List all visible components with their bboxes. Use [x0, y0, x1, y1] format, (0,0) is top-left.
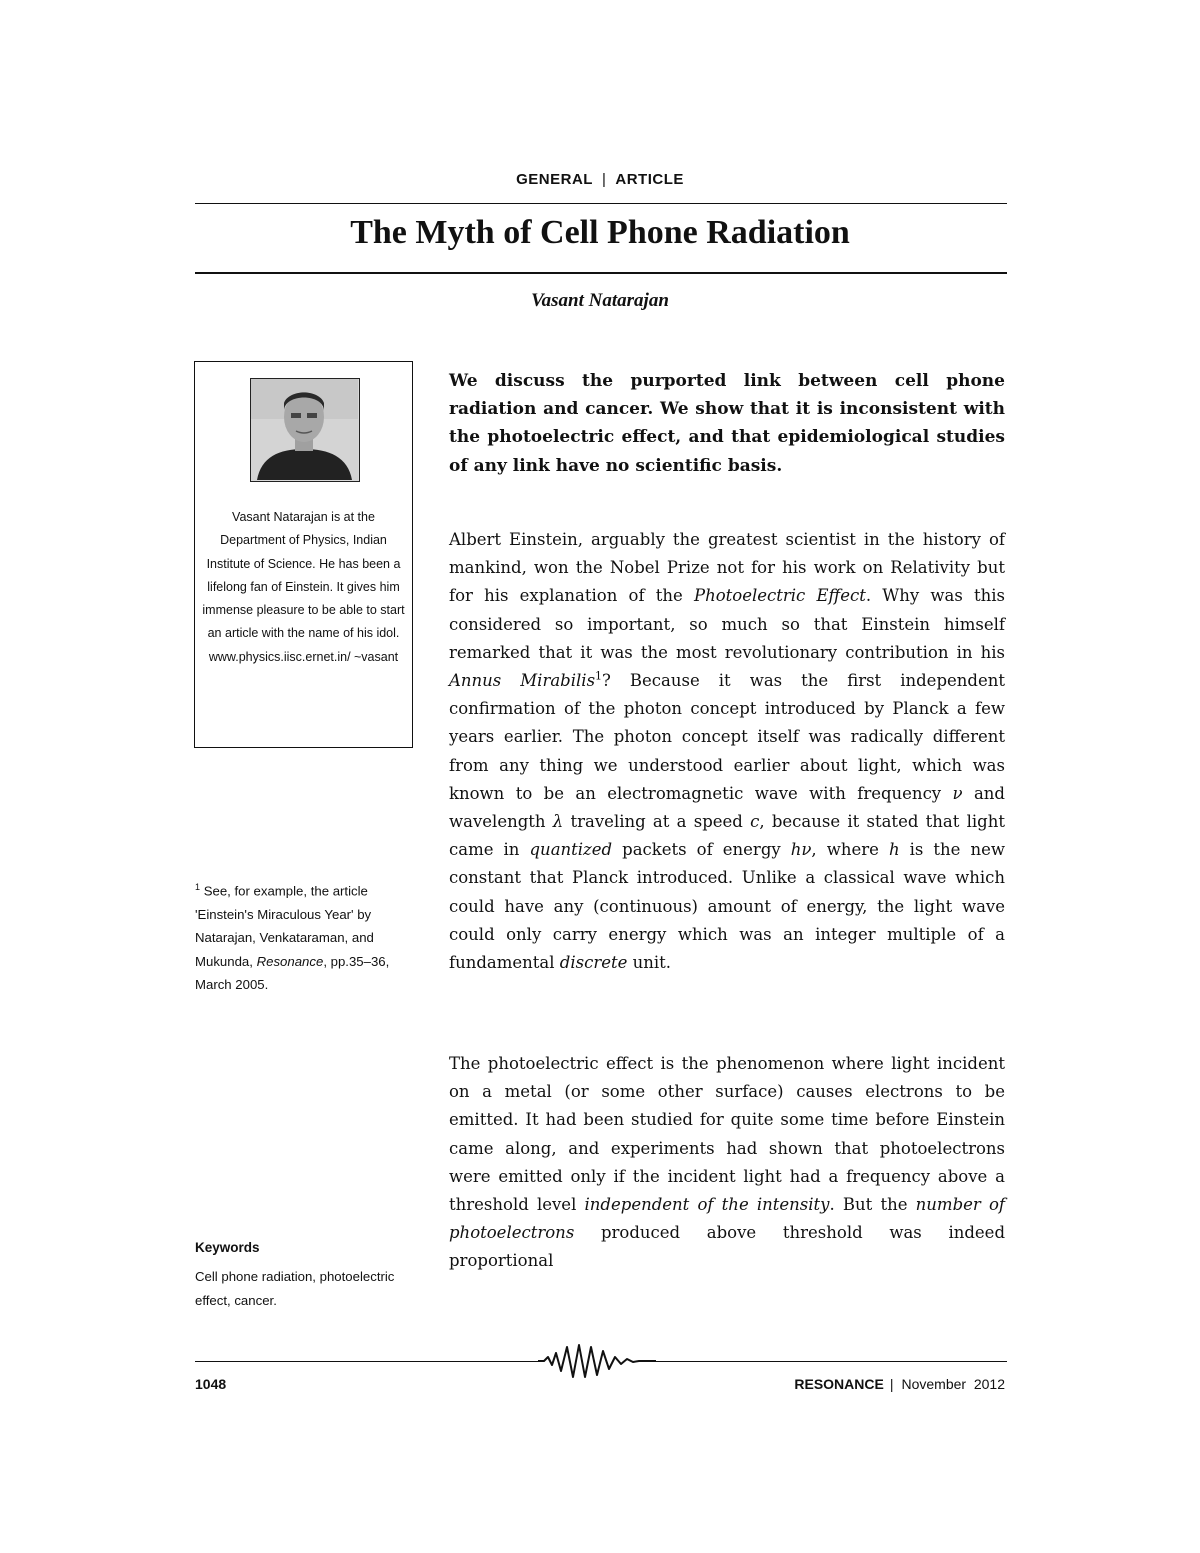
- para1-symbol-lambda: λ: [552, 812, 564, 832]
- footnote-text-pre: See, for example, the article 'Einstein's Miraculous Year' by Natarajan, Venkataraman, and Mukunda,: [195, 883, 374, 969]
- paragraph-2: [449, 1050, 1005, 1276]
- footnote-marker: 1: [195, 882, 201, 892]
- para1-symbol-h: h: [888, 840, 900, 860]
- author-bio-url[interactable]: www.physics.iisc.ernet.in/ ~vasant: [208, 649, 399, 664]
- author-photo: [250, 378, 360, 482]
- section-label: [0, 171, 1200, 188]
- footer-rule-left: [195, 1361, 542, 1362]
- keywords-text: Cell phone radiation, photoelectric effect, cancer.: [195, 1269, 395, 1308]
- footnote-journal: Resonance: [256, 953, 324, 969]
- header-rule-bottom: [195, 272, 1007, 274]
- para1-emph-discrete: discrete: [559, 953, 628, 973]
- footer-rule-right: [652, 1361, 1007, 1362]
- para1-text-l: unit.: [627, 953, 672, 973]
- para1-text-h: , because it stated that light came in: [449, 812, 1005, 860]
- footnote-text-post: , pp.35–36, March 2005.: [195, 953, 390, 993]
- para2-text-e: produced above threshold was indeed proportional: [449, 1223, 1005, 1271]
- section-name: GENERAL: [516, 171, 593, 188]
- page-number: 1048: [195, 1376, 227, 1392]
- author-name: Vasant Natarajan: [531, 290, 669, 311]
- resonance-wave-logo-icon: [538, 1341, 656, 1381]
- para1-text-c: . Why was this considered so important, so much so that Einstein himself remarked that it was the most revolutionary contribution in his: [449, 586, 1005, 662]
- para1-emph-annus-mirabilis: Annus Mirabilis: [449, 671, 596, 691]
- article-title: The Myth of Cell Phone Radiation: [350, 214, 850, 251]
- article-type: ARTICLE: [615, 171, 684, 188]
- section-separator: |: [601, 171, 607, 188]
- para2-text-a: The photoelectric effect is the phenomenon where light incident on a metal (or some other surface) causes electrons to be emitted. It had been studied for quite some time before Einstein came along, and experiments had shown that photoelectrons were emitted only if the incident light had a frequency above a threshold level: [449, 1054, 1005, 1215]
- header-rule-top: [195, 203, 1007, 204]
- para1-text-e: ? Because it was the first independent confirmation of the photon concept introduced by Planck a few years earlier. The photon concept itself was radically different from any thing we understood earlier about light, which was known to be an electromagnetic wave with frequency: [449, 671, 1005, 803]
- author-bio-text: [201, 506, 406, 669]
- para1-symbol-h-nu: hν: [790, 840, 812, 860]
- abstract: We discuss the purported link between cell phone radiation and cancer. We show that it is inconsistent with the photoelectric effect, and that epidemiological studies of any link have no scientific basis.: [449, 371, 1005, 476]
- author-bio-description: Vasant Natarajan is at the Department of Physics, Indian Institute of Science. He has been a lifelong fan of Einstein. It gives him immense pleasure to be able to start an article with the name of his idol.: [202, 510, 405, 641]
- journal-footer: [794, 1376, 1005, 1392]
- para2-text-c: . But the: [829, 1195, 916, 1215]
- para1-text-j: , where: [811, 840, 889, 860]
- paragraph-1: [449, 526, 1005, 977]
- author-bio-box: [194, 361, 413, 748]
- para2-emph-number-of-photoelectrons: number of photoelectrons: [449, 1195, 1005, 1243]
- para1-text-a: Albert Einstein, arguably the greatest scientist in the history of mankind, won the Nobel Prize not for his work on Relativity but for his explanation of the: [449, 530, 1005, 606]
- footer-separator: |: [889, 1376, 894, 1392]
- journal-name: RESONANCE: [794, 1376, 884, 1392]
- issue-date: November 2012: [901, 1376, 1005, 1392]
- para1-text-g: traveling at a speed: [563, 812, 751, 832]
- para1-text-k: is the new constant that Planck introduced. Unlike a classical wave which could have any (continuous) amount of energy, the light wave could only carry energy which was an integer multiple of a fundamental: [449, 840, 1005, 973]
- para2-emph-independent: independent of the intensity: [584, 1195, 830, 1215]
- keywords-heading: Keywords: [195, 1240, 260, 1255]
- footnote: [195, 876, 421, 997]
- para1-emph-quantized: quantized: [529, 840, 613, 860]
- para1-text-f: and wavelength: [449, 783, 1005, 832]
- para1-symbol-nu: ν: [952, 783, 963, 803]
- para1-footnote-ref[interactable]: 1: [595, 669, 603, 683]
- para1-symbol-c: c: [750, 812, 760, 832]
- para1-text-i: packets of energy: [612, 840, 791, 860]
- para1-emph-photoelectric-effect: Photoelectric Effect: [693, 586, 866, 606]
